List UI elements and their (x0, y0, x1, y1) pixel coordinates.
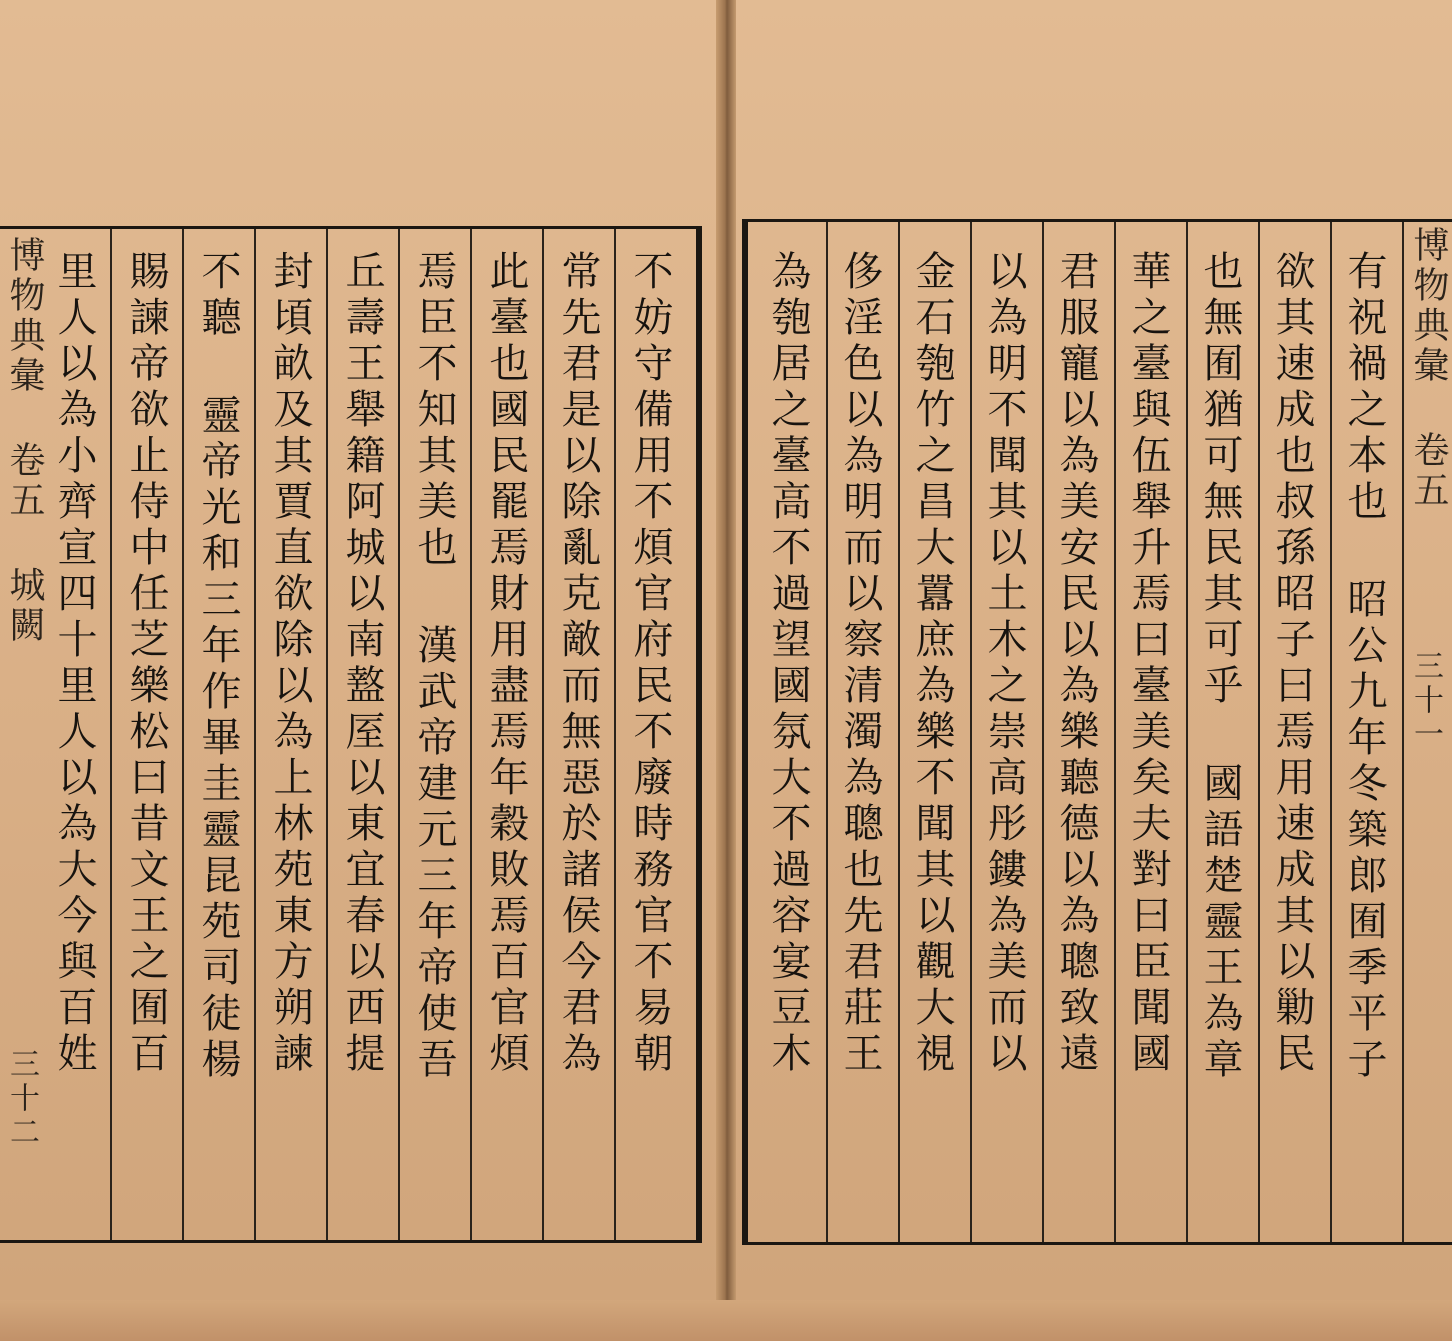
left-text-column-2: 常先君是以除亂克敵而無惡於諸侯今君為 (555, 250, 601, 1078)
book-gutter (716, 0, 736, 1341)
right-text-column-2: 欲其速成也叔孫昭子曰焉用速成其以勦民 (1269, 250, 1315, 1078)
left-text-column-1: 不妨守備用不煩官府民不廢時務官不易朝 (627, 250, 673, 1078)
right-text-column-1: 有祝禍之本也 昭公九年冬築郎囿季平子 (1341, 250, 1387, 1084)
page-bottom-edge (0, 1300, 1452, 1341)
left-text-column-6: 封頃畝及其賈直欲除以為上林苑東方朔諫 (267, 250, 313, 1078)
right-margin-title: 博物典彙 卷五 (1408, 226, 1449, 511)
left-text-column-4: 焉臣不知其美也 漢武帝建元三年帝使吾 (411, 250, 457, 1084)
column-rule (398, 229, 400, 1240)
right-text-column-8: 侈淫色以為明而以察清濁為聰也先君莊王 (837, 250, 883, 1078)
left-margin-title: 博物典彙 卷五 城闕 (4, 236, 45, 646)
column-rule (614, 229, 616, 1240)
left-text-column-5: 丘壽王舉籍阿城以南盩厔以東宜春以西提 (339, 250, 385, 1078)
column-rule (326, 229, 328, 1240)
column-rule (826, 222, 828, 1242)
column-rule (110, 229, 112, 1240)
right-text-column-4: 華之臺與伍舉升焉曰臺美矣夫對曰臣聞國 (1125, 250, 1171, 1078)
left-page-number: 三十二 (4, 1048, 39, 1150)
right-text-column-3: 也無囿猶可無民其可乎 國語楚靈王為章 (1197, 250, 1243, 1084)
column-rule (970, 222, 972, 1242)
column-rule (1186, 222, 1188, 1242)
column-rule (542, 229, 544, 1240)
column-rule (1042, 222, 1044, 1242)
left-text-column-3: 此臺也國民罷焉財用盡焉年穀敗焉百官煩 (483, 250, 529, 1078)
right-text-column-6: 以為明不聞其以土木之崇高彤鏤為美而以 (981, 250, 1027, 1078)
left-text-column-9: 里人以為小齊宣四十里人以為大今與百姓 (51, 250, 97, 1078)
column-rule (254, 229, 256, 1240)
column-rule (470, 229, 472, 1240)
column-rule (898, 222, 900, 1242)
right-text-column-7: 金石匏竹之昌大囂庶為樂不聞其以觀大視 (909, 250, 955, 1078)
column-rule (1402, 222, 1404, 1242)
column-rule (182, 229, 184, 1240)
left-text-column-7: 不聽 靈帝光和三年作畢圭靈昆苑司徒楊 (195, 250, 241, 1084)
right-page-number: 三十一 (1408, 650, 1443, 752)
column-rule (1258, 222, 1260, 1242)
column-rule (1330, 222, 1332, 1242)
right-text-column-5: 君服寵以為美安民以為樂聽德以為聰致遠 (1053, 250, 1099, 1078)
column-rule (1114, 222, 1116, 1242)
right-text-column-9: 為匏居之臺高不過望國氛大不過容宴豆木 (765, 250, 811, 1078)
left-text-column-8: 賜諫帝欲止侍中任芝樂松曰昔文王之囿百 (123, 250, 169, 1078)
